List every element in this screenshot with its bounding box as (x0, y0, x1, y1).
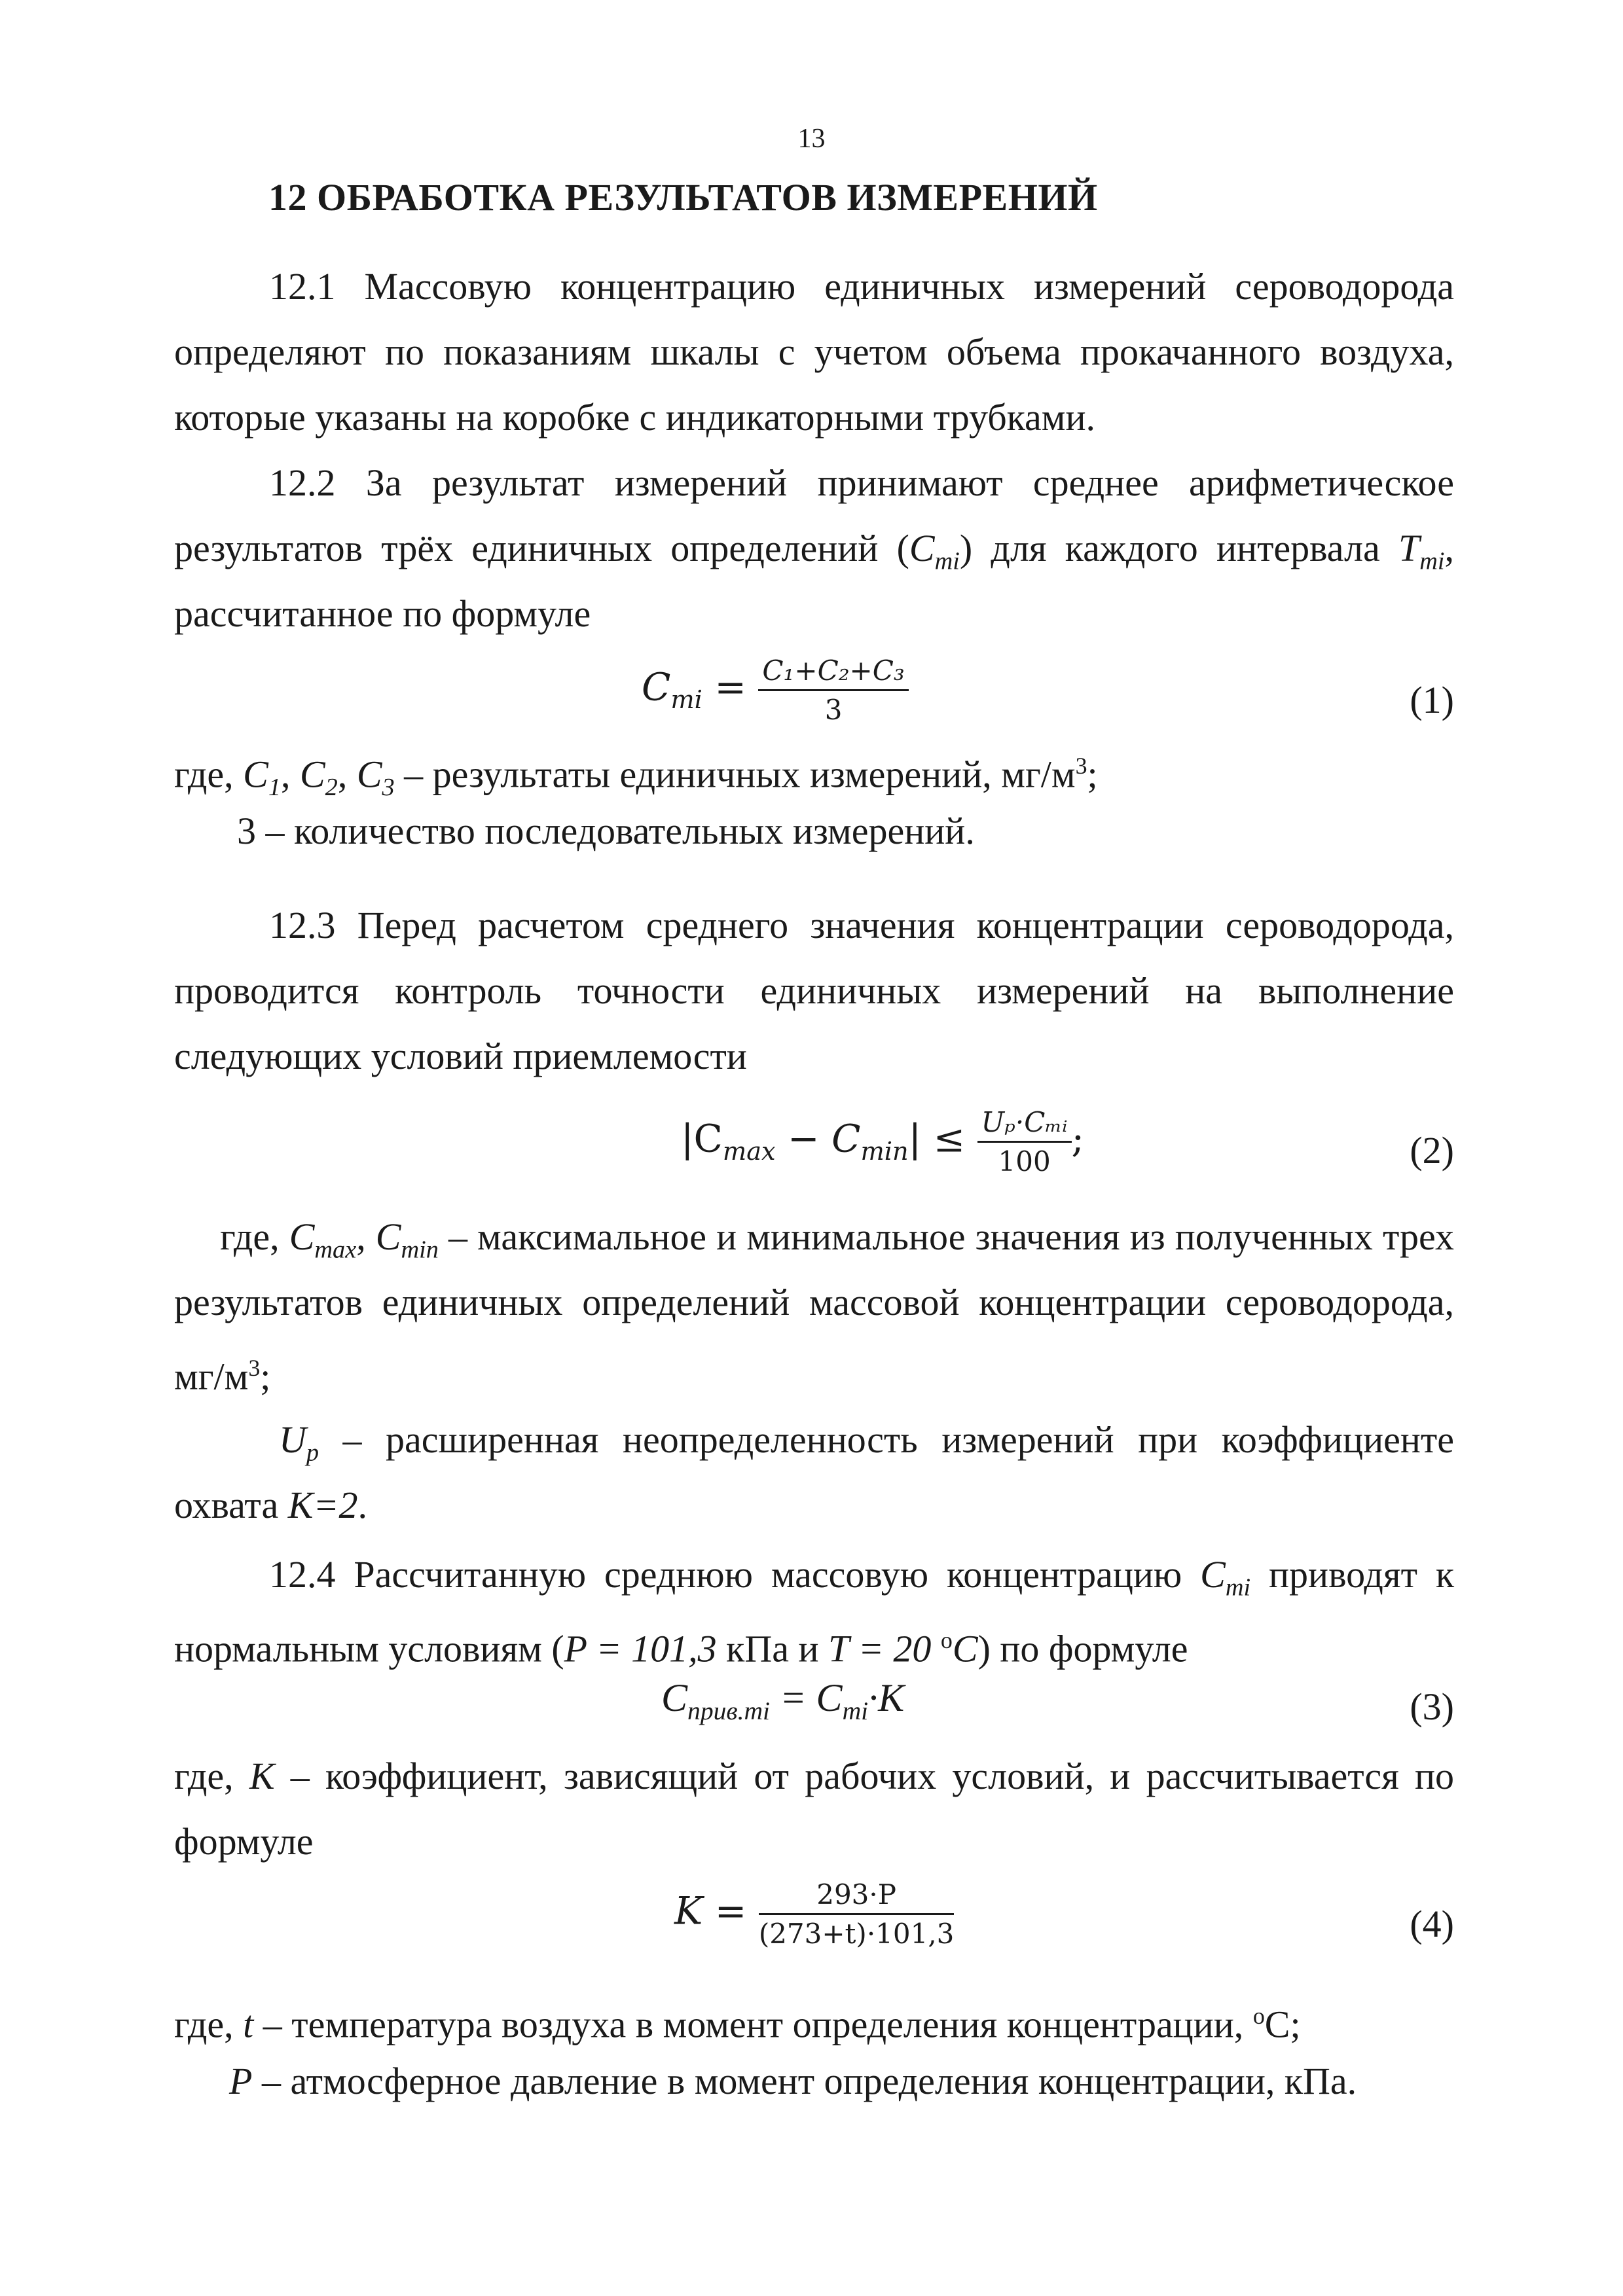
where2-cmin: C (375, 1215, 401, 1258)
p4-temperature: T = 20 (828, 1627, 941, 1670)
eq3-lhs: C (661, 1676, 688, 1719)
where2-text: – максимальное и минимальное значения из полученных трех (438, 1215, 1454, 1258)
where1-c3-sub: 3 (382, 773, 395, 801)
where1-text: – результаты единичных измерений, мг/м (394, 753, 1076, 796)
eq1-numerator: C₁+C₂+C₃ (758, 655, 908, 691)
where1-c2-sub: 2 (325, 773, 338, 801)
p4-line2a: нормальным условиям ( (174, 1627, 564, 1670)
p4-cmi: C (1200, 1553, 1226, 1596)
eq2-number: (2) (1410, 1129, 1454, 1172)
where2-line2: результатов единичных определений массовой концентрации сероводорода, (174, 1281, 1454, 1323)
eq2-minus: − C (775, 1116, 861, 1161)
where-1: где, $C_1$, $C_2$, $C_3$ – результаты единичных измерений, $мг/м^3$; (174, 753, 1098, 801)
equation-3 (661, 1676, 904, 1726)
eq1-equals: = (702, 664, 759, 709)
p4-line1a: 12.4 Рассчитанную среднюю массовую концентрацию (269, 1553, 1201, 1596)
p4-degree: о (940, 1627, 953, 1653)
eq4-fraction (759, 1878, 955, 1950)
eq2-end: ; (1071, 1116, 1085, 1161)
eq2-min-sub: min (860, 1137, 909, 1167)
where1-prefix: где, (174, 753, 244, 796)
where4-degree: о (1252, 2003, 1265, 2029)
where2-cmax-sub: max (314, 1236, 357, 1264)
eq1-lhs-sub: mi (670, 685, 702, 715)
eq2-abs-open: |C (681, 1116, 723, 1161)
p1-line3: которые указаны на коробке с индикаторными трубками. (174, 396, 1096, 439)
tmi-subscript: mi (1419, 547, 1445, 575)
p4-celsius: C (952, 1627, 978, 1670)
where3-line1b: – коэффициент, зависящий от рабочих условий, и рассчитывается по (274, 1755, 1455, 1797)
eq2-numerator: Uₚ·Cₘᵢ (977, 1106, 1072, 1143)
p2-line2a: результатов трёх единичных определений ( (174, 527, 909, 569)
where4-line1c: С; (1264, 2003, 1301, 2046)
where1-sup: 3 (1075, 753, 1087, 779)
page-number: 13 (797, 124, 826, 154)
where2-line3-sup: 3 (248, 1355, 261, 1381)
where4-p: P (229, 2060, 253, 2102)
where1-end: ; (1087, 753, 1098, 796)
eq1-fraction (758, 655, 908, 726)
p2-line2c: , (1444, 527, 1454, 569)
where3-line1a: где, (174, 1755, 249, 1797)
cmi-subscript: mi (934, 547, 960, 575)
eq2-fraction (977, 1106, 1072, 1177)
up-subscript: p (306, 1439, 319, 1467)
eq1-denominator: 3 (824, 694, 843, 726)
where2-prefix: где, (220, 1215, 289, 1258)
eq2-max-sub: max (722, 1137, 776, 1167)
p3-line2: проводится контроль точности единичных измерений на выполнение (174, 969, 1454, 1012)
eq1-lhs: C (642, 664, 671, 709)
where-1b: 3 – количество последовательных измерений. (237, 810, 975, 852)
where4-line1b: – температура воздуха в момент определения концентрации, (253, 2003, 1253, 2046)
where-4b (229, 2055, 1357, 2108)
eq4-lhs: K = (674, 1888, 759, 1933)
where3-k: K (249, 1755, 275, 1797)
where4-line1a: где, (174, 2003, 244, 2046)
where4-t: t (243, 2003, 254, 2046)
k-value: K=2 (287, 1484, 358, 1526)
equation-2 (681, 1106, 1084, 1177)
eq4-denominator: (273+t)·101,3 (758, 1918, 955, 1950)
p2-line1: 12.2 За результат измерений принимают среднее арифметическое (269, 461, 1454, 504)
eq2-relation: | ≤ (908, 1116, 977, 1161)
tmi-symbol: T (1398, 527, 1420, 569)
p4-pressure: P = 101,3 (564, 1627, 717, 1670)
where2-cmax: C (289, 1215, 315, 1258)
where2b-line2-end: . (357, 1484, 368, 1526)
where-4 (174, 1990, 1301, 2051)
p2-line2b: ) для каждого интервала (959, 527, 1398, 569)
p2-line3: рассчитанное по формуле (174, 592, 591, 635)
where2-line3-end: ; (260, 1355, 271, 1398)
where4-line2: – атмосферное давление в момент определения концентрации, кПа. (252, 2060, 1357, 2102)
eq3-number: (3) (1410, 1685, 1454, 1728)
where2-line3: мг/м (174, 1355, 249, 1398)
where2b-line2: охвата (174, 1484, 288, 1526)
eq3-rhs-end: ·K (868, 1676, 905, 1719)
where2-comma: , (356, 1215, 376, 1258)
p4-cmi-sub: mi (1225, 1573, 1251, 1602)
where2-cmin-sub: min (401, 1236, 439, 1264)
up-symbol: U (279, 1418, 306, 1461)
eq3-lhs-sub: прив.mi (687, 1696, 771, 1725)
section-heading: 12 ОБРАБОТКА РЕЗУЛЬТАТОВ ИЗМЕРЕНИЙ (268, 176, 1098, 219)
eq3-rhs: = C (770, 1676, 843, 1719)
equation-1 (642, 655, 909, 726)
where2b-text: – расширенная неопределенность измерений при коэффициенте (319, 1418, 1454, 1461)
eq4-numerator: 293·P (759, 1878, 955, 1915)
p1-line1: 12.1 Массовую концентрацию единичных измерений сероводорода (269, 265, 1454, 308)
cmi-symbol: C (909, 527, 935, 569)
eq2-denominator: 100 (998, 1145, 1051, 1177)
p3-line3: следующих условий приемлемости (174, 1035, 747, 1077)
where1-c2: C (299, 753, 325, 796)
eq1-number: (1) (1410, 679, 1454, 721)
p4-line2c: ) по формуле (977, 1627, 1188, 1670)
p1-line2: определяют по показаниям шкалы с учетом объема прокачанного воздуха, (174, 331, 1454, 373)
equation-4 (674, 1878, 954, 1950)
p4-line2b: кПа и (716, 1627, 829, 1670)
eq3-rhs-sub: mi (842, 1696, 869, 1725)
where3-line2: формуле (174, 1820, 314, 1863)
where1-c3: C (356, 753, 382, 796)
eq4-number: (4) (1410, 1903, 1454, 1945)
where1-c1-sub: 1 (268, 773, 281, 801)
p3-line1: 12.3 Перед расчетом среднего значения концентрации сероводорода, (269, 904, 1454, 946)
p4-line1b: приводят к (1250, 1553, 1454, 1596)
where1-c1: C (243, 753, 268, 796)
